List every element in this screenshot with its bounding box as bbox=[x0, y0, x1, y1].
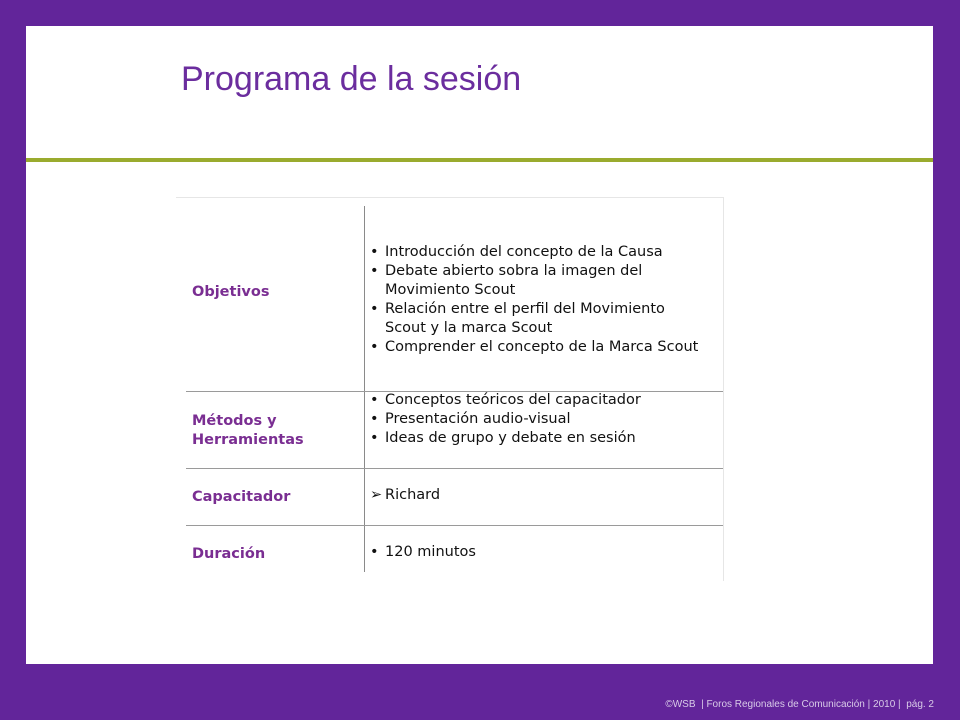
capacitador-list bbox=[368, 486, 723, 505]
list-item-text: Richard bbox=[385, 487, 441, 503]
list-item-text: Presentación audio-visual bbox=[385, 411, 571, 427]
list-item bbox=[368, 410, 723, 429]
bullet-icon: • bbox=[370, 301, 379, 317]
row-label-objetivos: Objetivos bbox=[192, 284, 270, 300]
bullet-icon: • bbox=[370, 392, 379, 408]
list-item bbox=[368, 243, 723, 262]
bullet-icon: • bbox=[370, 430, 379, 446]
list-item bbox=[368, 262, 723, 300]
row-divider bbox=[186, 468, 723, 469]
row-label-capacitador: Capacitador bbox=[192, 489, 291, 505]
list-item-text: Debate abierto sobra la imagen del Movimiento Scout bbox=[385, 263, 643, 298]
slide bbox=[26, 26, 933, 664]
column-divider bbox=[364, 206, 365, 572]
session-program-table bbox=[176, 197, 724, 581]
row-label-duracion: Duración bbox=[192, 546, 266, 562]
list-item bbox=[368, 300, 723, 338]
list-item-text: 120 minutos bbox=[385, 544, 476, 560]
duracion-list bbox=[368, 543, 723, 562]
list-item bbox=[368, 543, 723, 562]
objetivos-list bbox=[368, 243, 723, 357]
title-divider bbox=[26, 158, 933, 162]
list-item-text: Relación entre el perfil del Movimiento Scout y la marca Scout bbox=[385, 301, 665, 336]
arrow-bullet-icon: ➢ bbox=[370, 487, 383, 503]
list-item-text: Comprender el concepto de la Marca Scout bbox=[385, 339, 699, 355]
row-label-metodos: Métodos y Herramientas bbox=[192, 413, 304, 448]
footer-text: ©WSB | Foros Regionales de Comunicación | 2010 | pág. 2 bbox=[665, 699, 934, 710]
bullet-icon: • bbox=[370, 339, 379, 355]
list-item bbox=[368, 486, 723, 505]
metodos-list bbox=[368, 391, 723, 448]
bullet-icon: • bbox=[370, 411, 379, 427]
list-item bbox=[368, 338, 723, 357]
bullet-icon: • bbox=[370, 263, 379, 279]
list-item-text: Introducción del concepto de la Causa bbox=[385, 244, 663, 260]
list-item bbox=[368, 429, 723, 448]
list-item-text: Ideas de grupo y debate en sesión bbox=[385, 430, 636, 446]
list-item bbox=[368, 391, 723, 410]
slide-title: Programa de la sesión bbox=[181, 60, 522, 98]
bullet-icon: • bbox=[370, 544, 379, 560]
list-item-text: Conceptos teóricos del capacitador bbox=[385, 392, 641, 408]
bullet-icon: • bbox=[370, 244, 379, 260]
row-divider bbox=[186, 525, 723, 526]
